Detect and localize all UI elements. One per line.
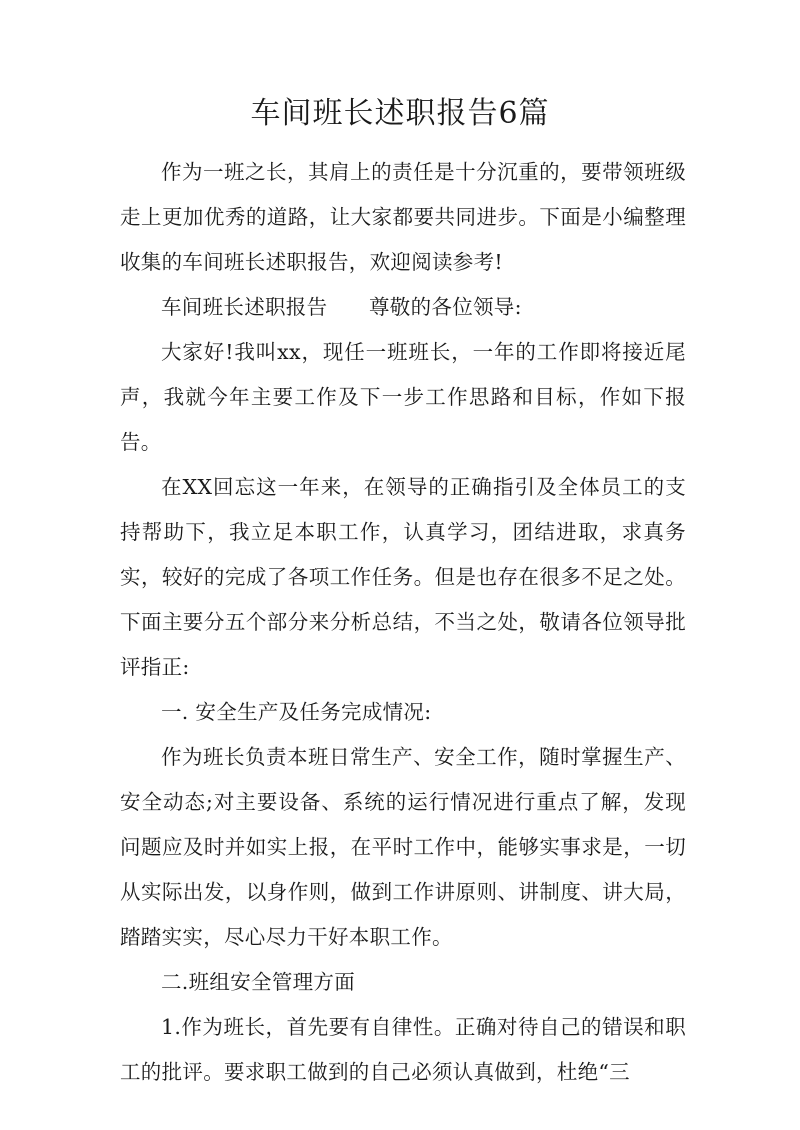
- paragraph-summary: 在XX回忘这一年来，在领导的正确指引及全体员工的支持帮助下，我立足本职工作，认真学习，团结进取，求真务实，较好的完成了各项工作任务。但是也存在很多不足之处。下面主要分五个部分来分析总结，不当之处，敬请各位领导批评指正:: [120, 475, 686, 679]
- paragraph-salutation: 车间班长述职报告 尊敬的各位领导:: [161, 295, 522, 319]
- paragraph-section-2-item-1: 1.作为班长，首先要有自律性。正确对待自己的错误和职工的批评。要求职工做到的自己必须认真做到，杜绝“三: [120, 1015, 686, 1084]
- section-heading-2: 二.班组安全管理方面: [161, 970, 356, 994]
- paragraph-greeting: 大家好!我叫xx，现任一班班长，一年的工作即将接近尾声，我就今年主要工作及下一步工作思路和目标，作如下报告。: [120, 340, 686, 454]
- paragraph-intro: 作为一班之长，其肩上的责任是十分沉重的，要带领班级走上更加优秀的道路，让大家都要共同进步。下面是小编整理收集的车间班长述职报告，欢迎阅读参考!: [120, 160, 686, 274]
- document-title: 车间班长述职报告6篇: [250, 96, 550, 131]
- section-heading-1: 一. 安全生产及任务完成情况:: [161, 700, 432, 724]
- paragraph-section-1: 作为班长负责本班日常生产、安全工作，随时掌握生产、安全动态;对主要设备、系统的运行情况进行重点了解，发现问题应及时并如实上报，在平时工作中，能够实事求是，一切从实际出发，以身作则，做到工作讲原则、讲制度、讲大局，踏踏实实，尽心尽力干好本职工作。: [120, 745, 686, 949]
- document-body: [120, 150, 686, 1095]
